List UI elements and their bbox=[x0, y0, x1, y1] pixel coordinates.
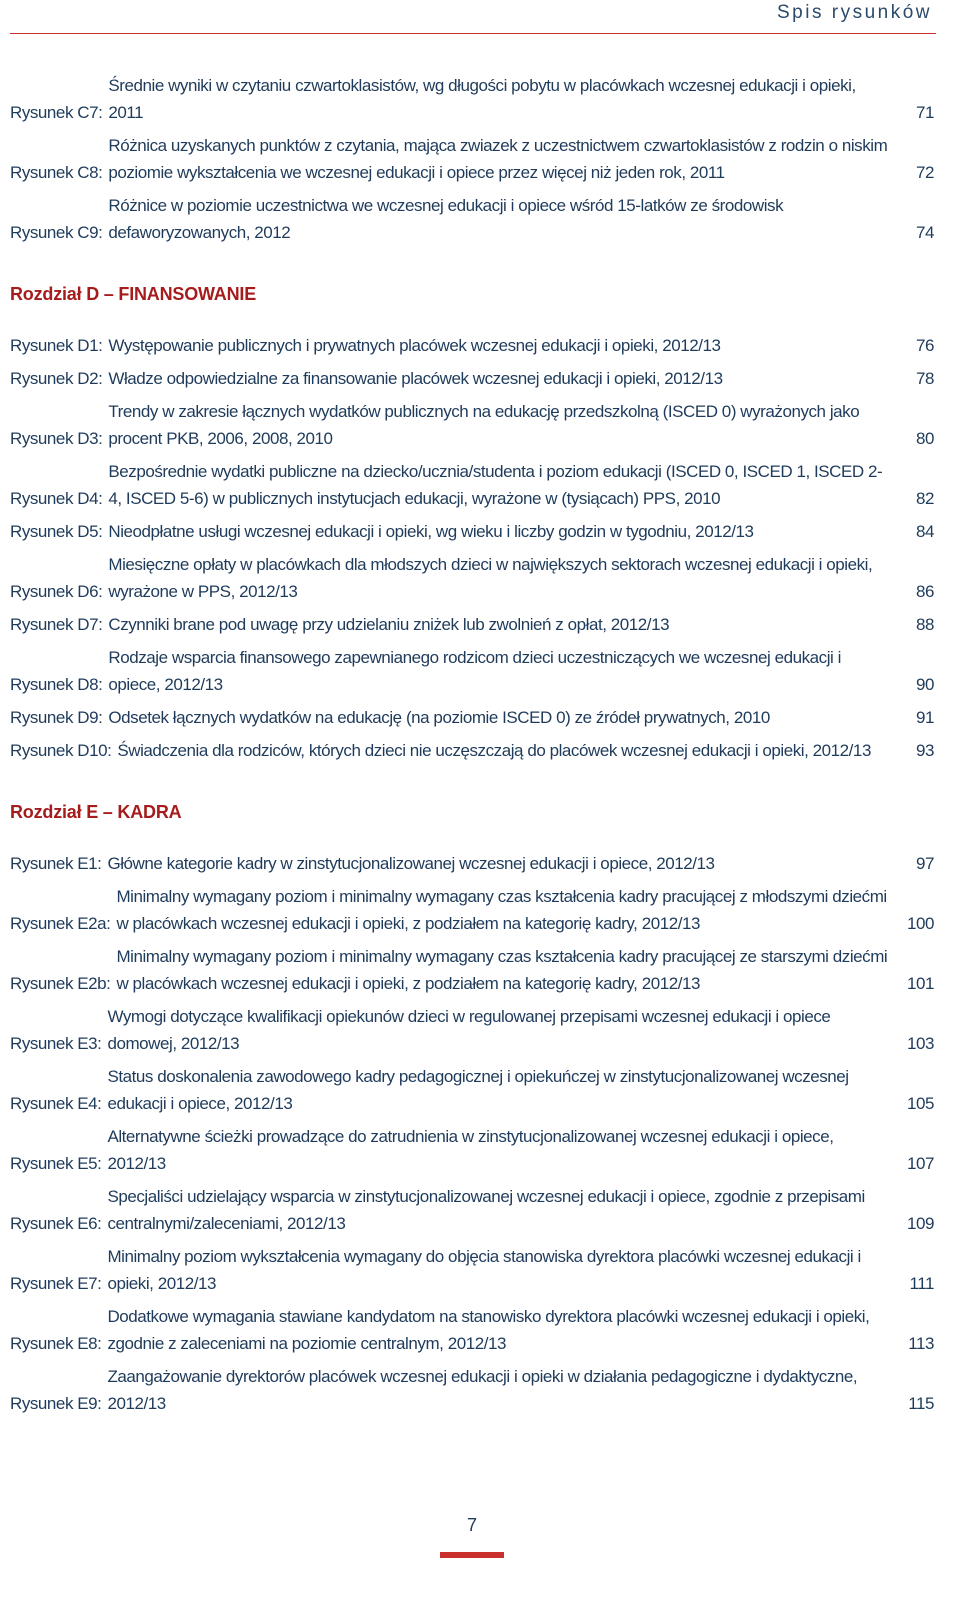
figure-title: Alternatywne ścieżki prowadzące do zatrudnienia w zinstytucjonalizowanej wczesnej edukacji i opiece, 2012/13 bbox=[107, 1127, 834, 1173]
figure-label: Rysunek D3: bbox=[10, 429, 103, 448]
figure-title: Różnice w poziomie uczestnictwa we wczesnej edukacji i opiece wśród 15-latków ze środowisk defaworyzowanych, 2012 bbox=[108, 196, 784, 242]
figure-page-number: 107 bbox=[906, 1154, 934, 1173]
figure-title: Czynniki brane pod uwagę przy udzielaniu zniżek lub zwolnień z opłat, 2012/13 bbox=[108, 615, 670, 634]
figure-entry[interactable] bbox=[10, 332, 934, 359]
figure-page-number: 74 bbox=[915, 223, 934, 242]
figure-title: Miesięczne opłaty w placówkach dla młodszych dzieci w największych sektorach wczesnej edukacji i opieki, wyrażone w PPS, 2012/13 bbox=[108, 555, 873, 601]
figure-entry[interactable] bbox=[10, 1183, 934, 1237]
figure-page-number: 91 bbox=[915, 708, 934, 727]
figure-label: Rysunek E2b: bbox=[10, 974, 111, 993]
figure-page-number: 78 bbox=[915, 369, 934, 388]
figure-entry[interactable] bbox=[10, 883, 934, 937]
figure-page-number: 71 bbox=[915, 103, 934, 122]
figure-page-number: 86 bbox=[915, 582, 934, 601]
figure-page-number: 105 bbox=[906, 1094, 934, 1113]
figure-entry[interactable] bbox=[10, 398, 934, 452]
figure-entry[interactable] bbox=[10, 192, 934, 246]
figure-label: Rysunek E2a: bbox=[10, 914, 111, 933]
figure-label: Rysunek C9: bbox=[10, 223, 103, 242]
figure-label: Rysunek E3: bbox=[10, 1034, 102, 1053]
figure-entry[interactable] bbox=[10, 1243, 934, 1297]
figure-label: Rysunek C8: bbox=[10, 163, 103, 182]
figure-title: Status doskonalenia zawodowego kadry pedagogicznej i opiekuńczej w zinstytucjonalizowanej wczesnej edukacji i opiece, 2012/13 bbox=[107, 1067, 849, 1113]
figure-page-number: 80 bbox=[915, 429, 934, 448]
figure-label: Rysunek D4: bbox=[10, 489, 103, 508]
figure-page-number: 113 bbox=[908, 1334, 934, 1353]
figure-page-number: 82 bbox=[915, 489, 934, 508]
figure-page-number: 88 bbox=[915, 615, 934, 634]
figure-page-number: 93 bbox=[915, 741, 934, 760]
running-header-title: Spis rysunków bbox=[777, 2, 932, 23]
figure-label: Rysunek D6: bbox=[10, 582, 103, 601]
figure-label: Rysunek E4: bbox=[10, 1094, 102, 1113]
figure-page-number: 109 bbox=[906, 1214, 934, 1233]
figure-label: Rysunek E1: bbox=[10, 854, 102, 873]
figure-label: Rysunek E7: bbox=[10, 1274, 102, 1293]
figure-title: Trendy w zakresie łącznych wydatków publicznych na edukację przedszkolną (ISCED 0) wyrażonych jako procent PKB, 2006, 2008, 2010 bbox=[108, 402, 860, 448]
figure-entry[interactable] bbox=[10, 1303, 934, 1357]
figure-label: Rysunek D1: bbox=[10, 336, 103, 355]
figure-entry[interactable] bbox=[10, 1003, 934, 1057]
figure-entry[interactable] bbox=[10, 704, 934, 731]
figure-entry[interactable] bbox=[10, 850, 934, 877]
figure-label: Rysunek E6: bbox=[10, 1214, 102, 1233]
figure-entry[interactable] bbox=[10, 72, 934, 126]
figure-label: Rysunek E5: bbox=[10, 1154, 102, 1173]
figure-entry[interactable] bbox=[10, 1363, 934, 1417]
page-number: 7 bbox=[466, 1515, 477, 1535]
figure-label: Rysunek D10: bbox=[10, 741, 112, 760]
figure-title: Świadczenia dla rodziców, których dzieci nie uczęszczają do placówek wczesnej edukacji i opieki, 2012/13 bbox=[117, 741, 871, 760]
section-heading: Rozdział E – KADRA bbox=[10, 802, 182, 822]
figure-page-number: 90 bbox=[915, 675, 934, 694]
figure-page-number: 97 bbox=[915, 854, 934, 873]
figure-entry[interactable] bbox=[10, 365, 934, 392]
list-of-figures bbox=[10, 72, 934, 1423]
figure-title: Wymogi dotyczące kwalifikacji opiekunów dzieci w regulowanej przepisami wczesnej edukacji i opiece domowej, 2012/13 bbox=[107, 1007, 831, 1053]
figure-entry[interactable] bbox=[10, 644, 934, 698]
figure-title: Minimalny poziom wykształcenia wymagany do objęcia stanowiska dyrektora placówki wczesnej edukacji i opieki, 2012/13 bbox=[107, 1247, 861, 1293]
figure-label: Rysunek C7: bbox=[10, 103, 103, 122]
figure-entry[interactable] bbox=[10, 518, 934, 545]
figure-title: Różnica uzyskanych punktów z czytania, mająca zwiazek z uczestnictwem czwartoklasistów z rodzin o niskim poziomie wykształcenia we wczesnej edukacji i opiece przez więcej niż jeden rok, 2011 bbox=[108, 136, 888, 182]
figure-entry[interactable] bbox=[10, 1123, 934, 1177]
figure-title: Specjaliści udzielający wsparcia w zinstytucjonalizowanej wczesnej edukacji i opiece, zgodnie z przepisami centralnymi/zaleceniami, 2012/13 bbox=[107, 1187, 865, 1233]
figure-title: Bezpośrednie wydatki publiczne na dziecko/ucznia/studenta i poziom edukacji (ISCED 0, ISCED 1, ISCED 2-4, ISCED 5-6) w publicznych instytucjach edukacji, wyrażone w (tysiącach) PPS, 2010 bbox=[108, 462, 883, 508]
figure-label: Rysunek E8: bbox=[10, 1334, 102, 1353]
figure-entry[interactable] bbox=[10, 737, 934, 764]
figure-page-number: 101 bbox=[906, 974, 934, 993]
figure-title: Główne kategorie kadry w zinstytucjonalizowanej wczesnej edukacji i opiece, 2012/13 bbox=[107, 854, 715, 873]
figure-entry[interactable] bbox=[10, 943, 934, 997]
figure-title: Dodatkowe wymagania stawiane kandydatom na stanowisko dyrektora placówki wczesnej edukacji i opieki, zgodnie z zaleceniami na poziomie centralnym, 2012/13 bbox=[107, 1307, 870, 1353]
footer-accent-bar bbox=[440, 1552, 504, 1558]
figure-title: Władze odpowiedzialne za finansowanie placówek wczesnej edukacji i opieki, 2012/13 bbox=[108, 369, 723, 388]
figure-title: Rodzaje wsparcia finansowego zapewnianego rodzicom dzieci uczestniczących we wczesnej edukacji i opiece, 2012/13 bbox=[108, 648, 841, 694]
page-header bbox=[0, 0, 960, 34]
figure-title: Średnie wyniki w czytaniu czwartoklasistów, wg długości pobytu w placówkach wczesnej edukacji i opieki, 2011 bbox=[108, 76, 856, 122]
figure-page-number: 111 bbox=[909, 1274, 934, 1293]
figure-title: Minimalny wymagany poziom i minimalny wymagany czas kształcenia kadry pracującej z młodszymi dziećmi w placówkach wczesnej edukacji i opieki, z podziałem na kategorię kadry, 2012/13 bbox=[116, 887, 887, 933]
figure-entry[interactable] bbox=[10, 1063, 934, 1117]
header-divider bbox=[10, 33, 936, 34]
figure-title: Odsetek łącznych wydatków na edukację (na poziomie ISCED 0) ze źródeł prywatnych, 2010 bbox=[108, 708, 770, 727]
figure-page-number: 115 bbox=[908, 1394, 934, 1413]
figure-label: Rysunek D8: bbox=[10, 675, 103, 694]
figure-title: Zaangażowanie dyrektorów placówek wczesnej edukacji i opieki w działania pedagogiczne i dydaktyczne, 2012/13 bbox=[107, 1367, 858, 1413]
figure-label: Rysunek D2: bbox=[10, 369, 103, 388]
figure-label: Rysunek D7: bbox=[10, 615, 103, 634]
figure-label: Rysunek D5: bbox=[10, 522, 103, 541]
section-heading: Rozdział D – FINANSOWANIE bbox=[10, 284, 257, 304]
figure-title: Minimalny wymagany poziom i minimalny wymagany czas kształcenia kadry pracującej ze starszymi dziećmi w placówkach wczesnej edukacji i opieki, z podziałem na kategorię kadry, 2012/13 bbox=[116, 947, 888, 993]
figure-label: Rysunek E9: bbox=[10, 1394, 102, 1413]
figure-label: Rysunek D9: bbox=[10, 708, 103, 727]
figure-page-number: 84 bbox=[915, 522, 934, 541]
figure-entry[interactable] bbox=[10, 611, 934, 638]
figure-entry[interactable] bbox=[10, 551, 934, 605]
figure-page-number: 72 bbox=[915, 163, 934, 182]
figure-page-number: 100 bbox=[906, 914, 934, 933]
figure-entry[interactable] bbox=[10, 132, 934, 186]
figure-title: Nieodpłatne usługi wczesnej edukacji i opieki, wg wieku i liczby godzin w tygodniu, 2012/13 bbox=[108, 522, 754, 541]
figure-title: Występowanie publicznych i prywatnych placówek wczesnej edukacji i opieki, 2012/13 bbox=[108, 336, 721, 355]
figure-page-number: 76 bbox=[915, 336, 934, 355]
figure-entry[interactable] bbox=[10, 458, 934, 512]
figure-page-number: 103 bbox=[906, 1034, 934, 1053]
